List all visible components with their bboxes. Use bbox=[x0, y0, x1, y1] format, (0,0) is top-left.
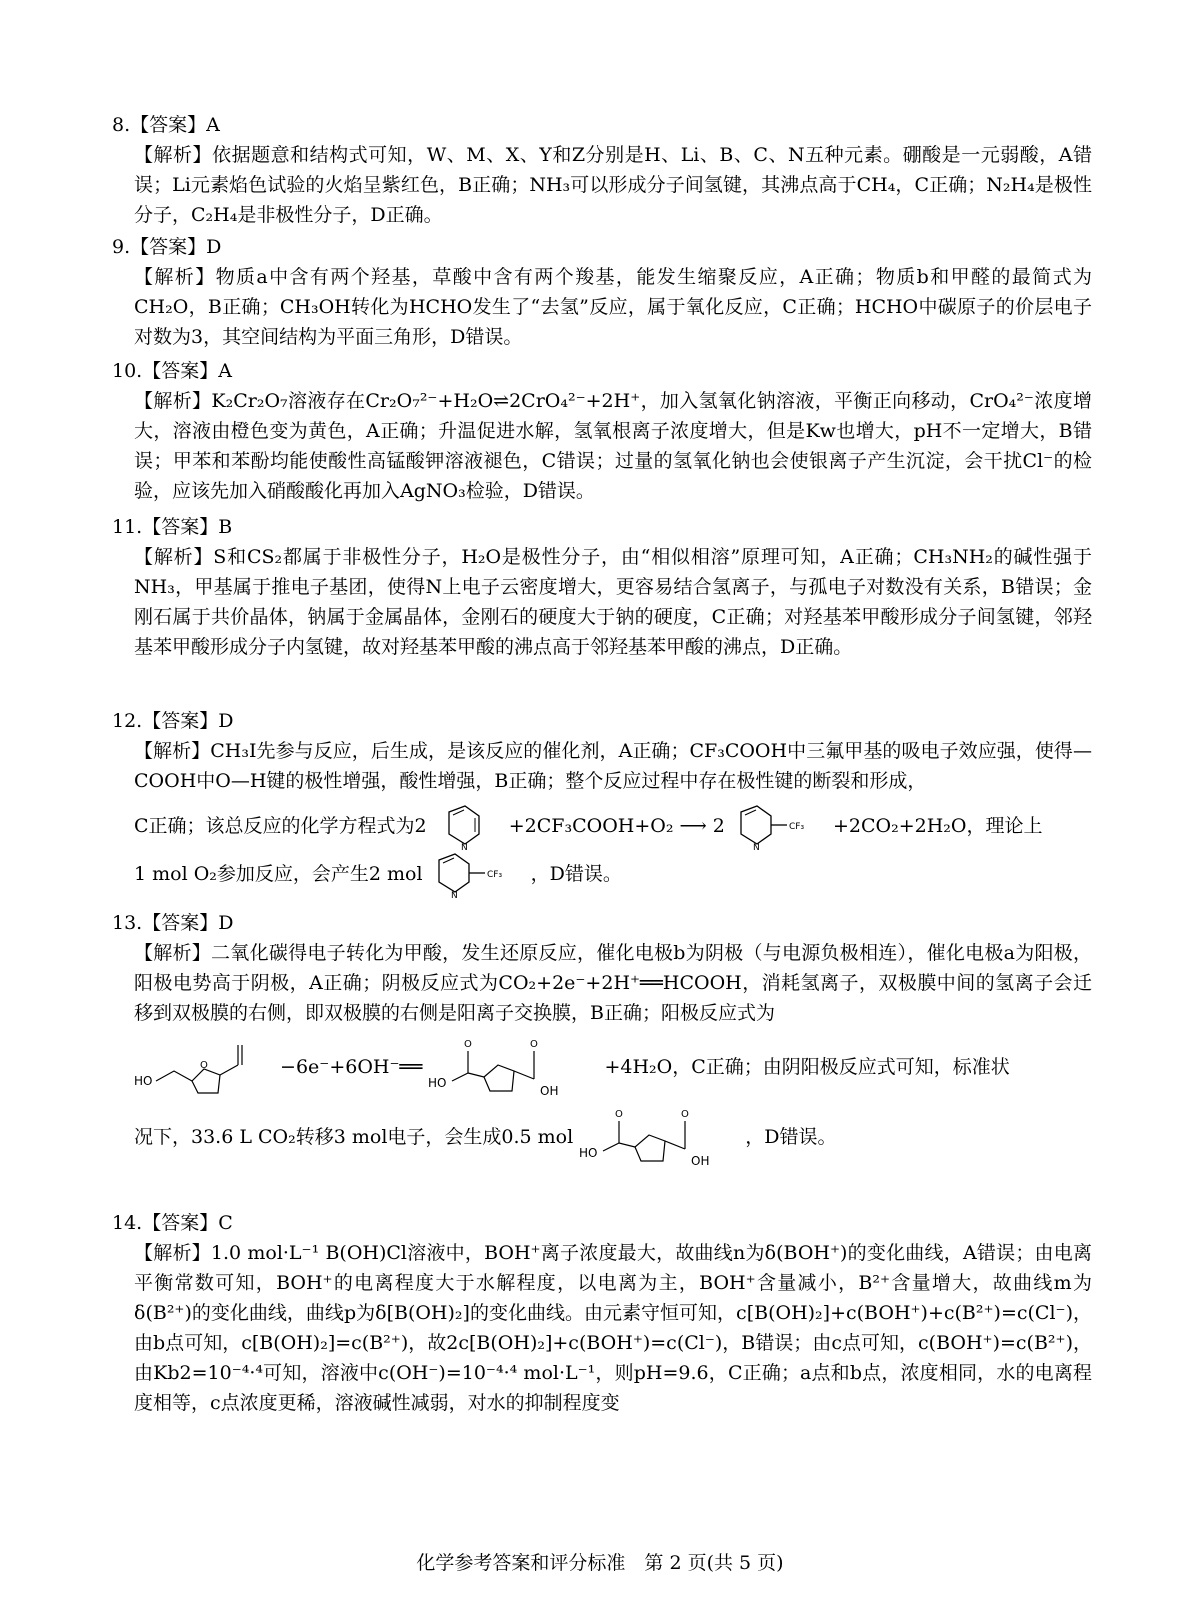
analysis-text: CH₃I先参与反应，后生成，是该反应的催化剂，A正确；CF₃COOH中三氟甲基的吸电子效应强，使得—COOH中O—H键的极性增强，酸性增强，B正确；整个反应过程中存在极性键的断裂和形成， bbox=[134, 740, 1092, 792]
answer-label: 【答案】C bbox=[142, 1212, 233, 1234]
analysis-text: 二氧化碳得电子转化为甲酸，发生还原反应，催化电极b为阴极（与电源负极相连），催化电极a为阳极，阳极电势高于阴极，A正确；阴极反应式为CO₂+2e⁻+2H⁺══HCOOH，消耗氢离子，双极膜中间的氢离子会迁移到双极膜的右侧，即双极膜的右侧是阳离子交换膜，B正确；阳极反应式为 bbox=[134, 942, 1092, 1024]
analysis-text: ，D错误。 bbox=[530, 863, 622, 885]
fdca-structure bbox=[428, 1035, 598, 1101]
analysis-text: 物质a中含有两个羟基，草酸中含有两个羧基，能发生缩聚反应，A正确；物质b和甲醛的最简式为CH₂O，B正确；CH₃OH转化为HCHO发生了“去氢”反应，属于氧化反应，C正确；HCHO中碳原子的价层电子对数为3，其空间结构为平面三角形，D错误。 bbox=[134, 266, 1092, 348]
question-number: 14. bbox=[112, 1212, 143, 1234]
analysis-text: ，D错误。 bbox=[745, 1126, 837, 1148]
answer-label: 【答案】D bbox=[130, 236, 222, 258]
nitrogen-label: N bbox=[450, 891, 458, 898]
trifluoromethylpyridine-structure bbox=[429, 852, 525, 898]
question-number: 8. bbox=[112, 114, 131, 136]
answer-label: 【答案】D bbox=[142, 710, 234, 732]
question-number: 10. bbox=[112, 360, 143, 382]
analysis-text: +2CO₂+2H₂O，理论上 bbox=[832, 815, 1043, 837]
hydroxyl-label: HO bbox=[579, 1146, 598, 1160]
question-9 bbox=[112, 232, 1092, 352]
analysis-text: 1 mol O₂参加反应，会产生2 mol bbox=[134, 863, 423, 885]
analysis-text: +2CF₃COOH+O₂ ⟶ 2 bbox=[508, 815, 725, 837]
page-footer: 化学参考答案和评分标准 第 2 页(共 5 页) bbox=[416, 1552, 784, 1574]
nitrogen-label: N bbox=[752, 843, 760, 850]
analysis-text: K₂Cr₂O₇溶液存在Cr₂O₇²⁻+H₂O⇌2CrO₄²⁻+2H⁺，加入氢氧化钠溶液，平衡正向移动，CrO₄²⁻浓度增大，溶液由橙色变为黄色，A正确；升温促进水解，氢氧根离子浓度增大，但是Kw也增大，pH不一定增大，B错误；甲苯和苯酚均能使酸性高锰酸钾溶液褪色，C错误；过量的氢氧化钠也会使银离子产生沉淀，会干扰Cl⁻的检验，应该先加入硝酸酸化再加入AgNO₃检验，D错误。 bbox=[134, 390, 1092, 502]
analysis-tag: 【解析】 bbox=[134, 144, 213, 166]
analysis-text: 依据题意和结构式可知，W、M、X、Y和Z分别是H、Li、B、C、N五种元素。硼酸是一元弱酸，A错误；Li元素焰色试验的火焰呈紫红色，B正确；NH₃可以形成分子间氢键，其沸点高于CH₄，C正确；N₂H₄是极性分子，C₂H₄是非极性分子，D正确。 bbox=[134, 144, 1092, 226]
analysis-tag: 【解析】 bbox=[134, 740, 211, 762]
answer-label: 【答案】A bbox=[142, 360, 232, 382]
nitrogen-label: N bbox=[460, 843, 468, 850]
oxygen-label: O bbox=[530, 1039, 539, 1050]
analysis-tag: 【解析】 bbox=[134, 942, 212, 964]
question-number: 13. bbox=[112, 912, 143, 934]
question-8 bbox=[112, 110, 1092, 230]
question-10 bbox=[112, 356, 1092, 506]
cf3-label: CF₃ bbox=[788, 822, 804, 832]
analysis-text: 1.0 mol·L⁻¹ B(OH)Cl溶液中，BOH⁺离子浓度最大，故曲线n为δ(BOH⁺)的变化曲线，A错误；由电离平衡常数可知，BOH⁺的电离程度大于水解程度，以电离为主，BOH⁺含量减小，B²⁺含量增大，故曲线m为δ(B²⁺)的变化曲线，曲线p为δ[B(OH)₂]的变化曲线。由元素守恒可知，c[B(OH)₂]+c(BOH⁺)+c(B²⁺)=c(Cl⁻)，由b点可知，c[B(OH)₂]=c(B²⁺)，故2c[B(OH)₂]+c(BOH⁺)=c(Cl⁻)，B错误；由c点可知，c(BOH⁺)=c(B²⁺)，由Kb2=10⁻⁴·⁴可知，溶液中c(OH⁻)=10⁻⁴·⁴ mol·L⁻¹，则pH=9.6，C正确；a点和b点，浓度相同，水的电离程度相等，c点浓度更稀，溶液碱性减弱，对水的抑制程度变 bbox=[134, 1242, 1092, 1414]
analysis-text: C正确；该总反应的化学方程式为2 bbox=[134, 815, 427, 837]
question-number: 11. bbox=[112, 516, 143, 538]
hydroxyl-label: HO bbox=[134, 1074, 153, 1088]
question-14 bbox=[112, 1208, 1092, 1418]
hydroxyl-label: OH bbox=[691, 1154, 710, 1168]
oxygen-label: O bbox=[200, 1060, 208, 1071]
oxygen-label: O bbox=[615, 1109, 624, 1120]
question-number: 12. bbox=[112, 710, 143, 732]
question-13 bbox=[112, 908, 1092, 1172]
equation-text: −6e⁻+6OH⁻══ bbox=[280, 1056, 423, 1078]
oxygen-label: O bbox=[464, 1039, 473, 1050]
analysis-text: S和CS₂都属于非极性分子，H₂O是极性分子，由“相似相溶”原理可知，A正确；CH₃NH₂的碱性强于NH₃，甲基属于推电子基团，使得N上电子云密度增大，更容易结合氢离子，与孤电子对数没有关系，B错误；金刚石属于共价晶体，钠属于金属晶体，金刚石的硬度大于钠的硬度，C正确；对羟基苯甲酸形成分子间氢键，邻羟基苯甲酸形成分子内氢键，故对羟基苯甲酸的沸点高于邻羟基苯甲酸的沸点，D正确。 bbox=[134, 546, 1092, 658]
hydroxyl-label: OH bbox=[540, 1084, 559, 1098]
analysis-tag: 【解析】 bbox=[134, 266, 216, 288]
fdca-structure bbox=[579, 1105, 739, 1171]
question-11 bbox=[112, 512, 1092, 662]
equation-text: +4H₂O，C正确；由阴阳极反应式可知，标准状 bbox=[604, 1056, 1010, 1078]
oxygen-label: O bbox=[681, 1109, 690, 1120]
trifluoromethylpyridine-structure bbox=[731, 804, 827, 850]
answer-label: 【答案】D bbox=[142, 912, 234, 934]
answer-label: 【答案】B bbox=[142, 516, 233, 538]
hmf-structure bbox=[134, 1035, 274, 1101]
analysis-tag: 【解析】 bbox=[134, 546, 214, 568]
question-12 bbox=[112, 706, 1092, 898]
analysis-tag: 【解析】 bbox=[134, 390, 212, 412]
answer-label: 【答案】A bbox=[130, 114, 220, 136]
analysis-text: 况下，33.6 L CO₂转移3 mol电子，会生成0.5 mol bbox=[134, 1126, 574, 1148]
cf3-label: CF₃ bbox=[486, 870, 502, 880]
hydroxyl-label: HO bbox=[428, 1076, 447, 1090]
analysis-tag: 【解析】 bbox=[134, 1242, 211, 1264]
question-number: 9. bbox=[112, 236, 131, 258]
pyridine-structure bbox=[433, 804, 503, 850]
